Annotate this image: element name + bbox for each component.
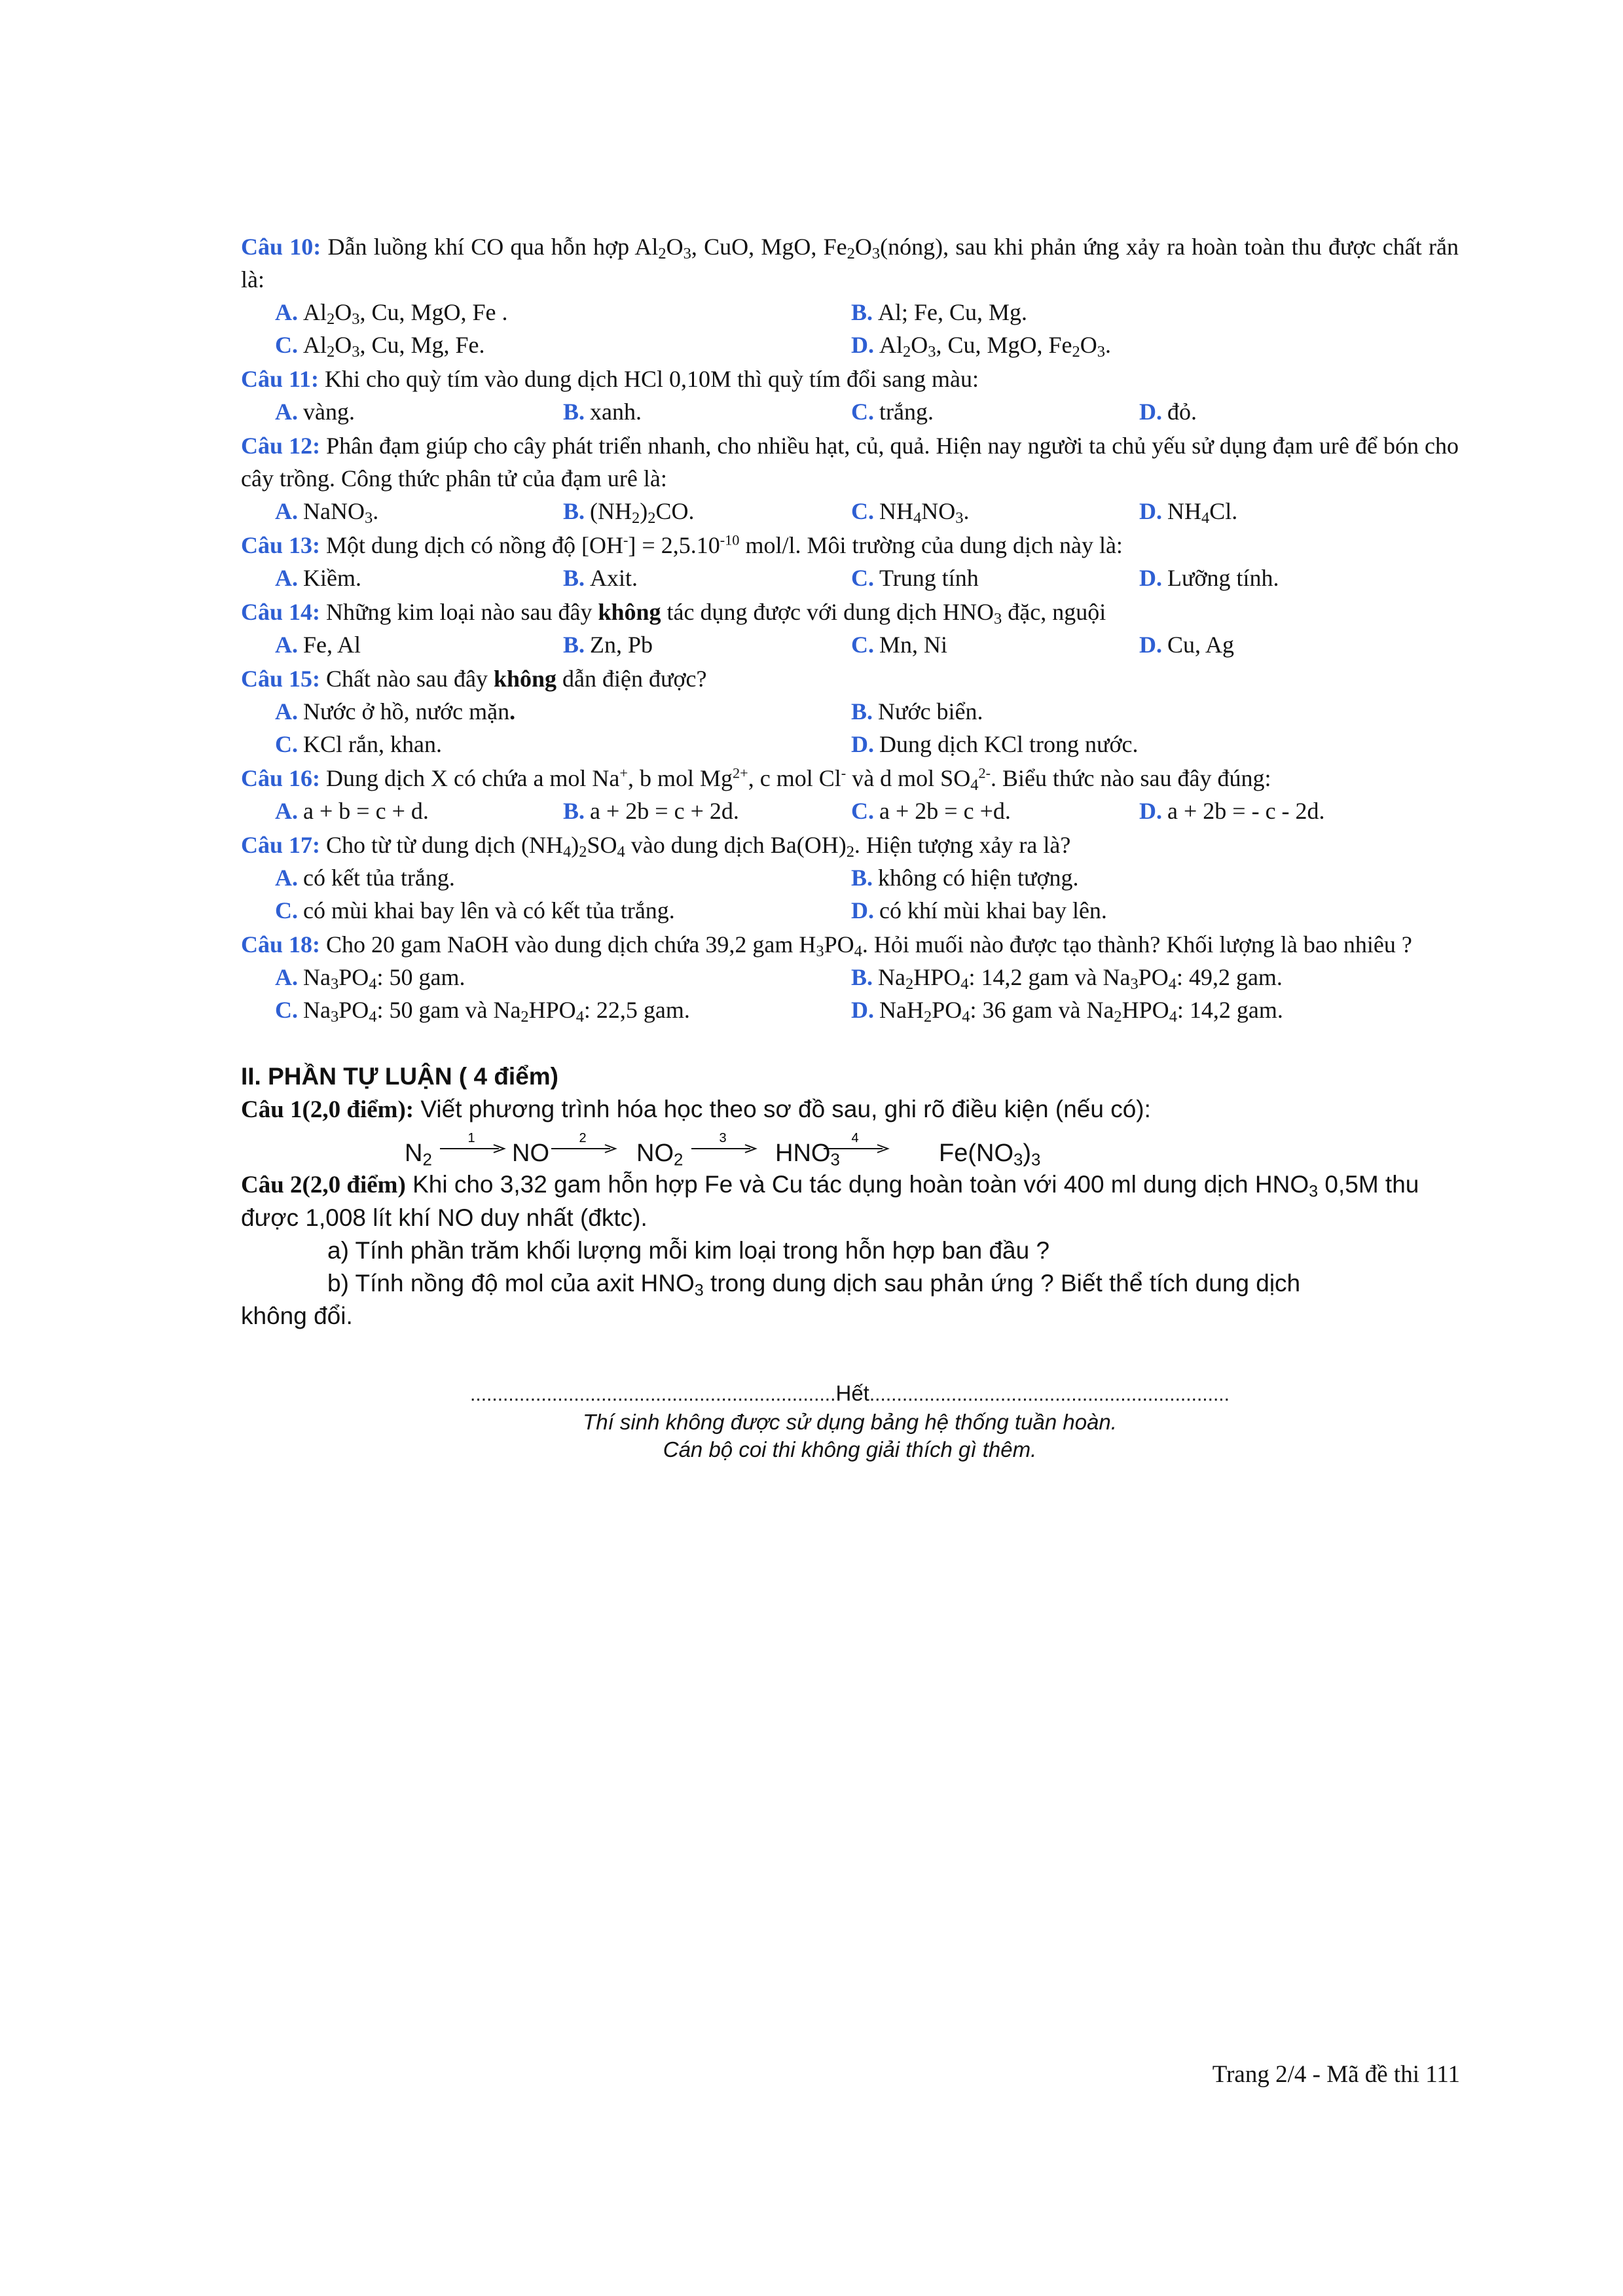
- option-letter: D.: [851, 897, 874, 924]
- answer-option: [563, 562, 851, 594]
- option-letter: D.: [851, 997, 874, 1023]
- option-letter: D.: [1139, 798, 1162, 824]
- question-label: Câu 14:: [241, 599, 321, 625]
- option-letter: B.: [563, 798, 585, 824]
- question-body: Dung dịch X có chứa a mol Na+, b mol $Mg^{2+}$, c mol Cl- và d mol $SO_4^{2-}$. Biểu thức nào sau đây đúng:: [326, 764, 1271, 795]
- chain-species: $Fe(NO_3)_3$: [939, 1139, 1041, 1170]
- question-block: [241, 928, 1459, 1026]
- answer-option: [275, 795, 563, 827]
- option-text: Mn, Ni: [879, 632, 948, 658]
- end-line: [241, 1380, 1459, 1408]
- question-body: Một dung dịch có nồng độ $[OH^-] = 2,5.10^{-10}$ mol/l. Môi trường của dung dịch này là:: [326, 531, 1123, 558]
- option-letter: C.: [275, 731, 298, 757]
- option-text: Fe, Al: [303, 632, 361, 658]
- question-body: Dẫn luồng khí CO qua hỗn hợp $Al_2O_3$, CuO, MgO, $Fe_2O_3(nóng)$, sau khi phản ứng xảy ra hoàn toàn thu được chất rắn là:: [241, 234, 1459, 293]
- answer-options: [241, 395, 1459, 428]
- answer-option: [851, 562, 1139, 594]
- option-letter: A.: [275, 798, 298, 824]
- question-text: [241, 363, 1459, 395]
- reaction-arrow-icon: [550, 1129, 618, 1162]
- option-text: $Al_2O_3$, Cu, Mg, Fe.: [303, 332, 485, 361]
- question-label: Câu 13:: [241, 532, 321, 558]
- option-text: $NaH_2PO_4$: 36 gam và $Na_2HPO_4$: 14,2 gam.: [879, 997, 1283, 1026]
- answer-option: [851, 728, 1493, 761]
- multiple-choice-section: [241, 230, 1459, 1026]
- answer-option: [851, 994, 1493, 1026]
- essay-question-2: [241, 1168, 1459, 1234]
- page-content: [241, 230, 1459, 1463]
- question-body: Cho từ từ dung dịch $(NH_4)_2SO_4$ vào dung dịch $Ba(OH)_2$. Hiện tượng xảy ra là?: [326, 832, 1071, 861]
- answer-option: [275, 296, 851, 329]
- option-text: Trung tính: [879, 565, 979, 591]
- question-text: [241, 529, 1459, 562]
- option-letter: A.: [275, 299, 298, 325]
- question-block: [241, 230, 1459, 361]
- answer-option: [1139, 562, 1453, 594]
- answer-options: [241, 961, 1459, 1026]
- question-body: Chất nào sau đây không dẫn điện được?: [326, 666, 707, 692]
- option-letter: A.: [275, 399, 298, 425]
- essay-q1-label: Câu 1(2,0 điểm):: [241, 1096, 414, 1123]
- option-text: Al; Fe, Cu, Mg.: [878, 299, 1028, 325]
- essay-q2-text: Khi cho 3,32 gam hỗn hợp Fe và Cu tác dụng hoàn toàn với 400 ml dung dịch $HNO_3$ 0,5M thu được 1,008 lít khí NO duy nhất (đktc).: [241, 1171, 1419, 1231]
- option-letter: B.: [851, 299, 873, 325]
- essay-question-1: [241, 1093, 1459, 1126]
- question-block: [241, 662, 1459, 761]
- answer-option: [851, 395, 1139, 428]
- option-text: a + 2b = - c - 2d.: [1167, 798, 1325, 824]
- option-text: NaNO$_3$.: [303, 498, 379, 528]
- answer-option: [851, 894, 1493, 927]
- option-text: $NH_4NO_3$.: [879, 498, 970, 528]
- question-body: Phân đạm giúp cho cây phát triển nhanh, cho nhiều hạt, củ, quả. Hiện nay người ta chủ yếu sử dụng đạm urê để bón cho cây trồng. Công thức phân tử của đạm urê là:: [241, 433, 1459, 492]
- answer-option: [851, 628, 1139, 661]
- chain-species: $NO_2$: [636, 1139, 684, 1170]
- answer-options: [241, 562, 1459, 594]
- answer-option: [851, 961, 1493, 994]
- question-label: Câu 17:: [241, 832, 321, 858]
- option-letter: C.: [851, 399, 874, 425]
- option-letter: D.: [1139, 498, 1162, 524]
- answer-option: [275, 495, 563, 528]
- option-text: Zn, Pb: [590, 632, 653, 658]
- question-body: Khi cho quỳ tím vào dung dịch HCl 0,10M thì quỳ tím đổi sang màu:: [325, 366, 979, 392]
- question-text: [241, 230, 1459, 296]
- option-text: có mùi khai bay lên và có kết tủa trắng.: [303, 897, 675, 924]
- option-letter: D.: [1139, 399, 1162, 425]
- answer-option: [1139, 495, 1453, 528]
- answer-option: [275, 562, 563, 594]
- question-label: Câu 18:: [241, 931, 321, 958]
- option-letter: C.: [851, 632, 874, 658]
- essay-q2-part-a: a) Tính phần trăm khối lượng mỗi kim loại trong hỗn hợp ban đầu ?: [327, 1237, 1050, 1264]
- option-text: có khí mùi khai bay lên.: [879, 897, 1107, 924]
- answer-option: [851, 296, 1493, 329]
- question-text: [241, 429, 1459, 495]
- end-note-periodic-table: Thí sinh không được sử dụng bảng hệ thống tuần hoàn.: [583, 1410, 1117, 1434]
- answer-option: [275, 894, 851, 927]
- reaction-arrow-icon: [439, 1129, 507, 1162]
- answer-options: [241, 628, 1459, 661]
- end-note-proctor: Cán bộ coi thi không giải thích gì thêm.: [663, 1437, 1037, 1462]
- answer-option: [1139, 395, 1453, 428]
- answer-option: [275, 695, 851, 728]
- answer-options: [241, 861, 1459, 927]
- answer-option: [563, 395, 851, 428]
- essay-q2-label: Câu 2(2,0 điểm): [241, 1172, 406, 1198]
- option-letter: B.: [563, 632, 585, 658]
- reaction-step-number: 1: [467, 1131, 475, 1145]
- question-block: [241, 596, 1459, 661]
- option-letter: B.: [563, 565, 585, 591]
- end-dots-left: ...................................................................: [470, 1384, 836, 1405]
- option-text: $Na_2HPO_4$: 14,2 gam và $Na_3PO_4$: 49,2 gam.: [878, 964, 1283, 994]
- answer-option: [1139, 795, 1453, 827]
- answer-option: [1139, 628, 1453, 661]
- question-text: [241, 928, 1459, 961]
- question-text: [241, 829, 1459, 861]
- option-text: Nước biển.: [878, 698, 983, 725]
- answer-option: [275, 329, 851, 361]
- answer-options: [241, 795, 1459, 827]
- option-letter: C.: [275, 332, 298, 358]
- option-letter: B.: [851, 698, 873, 725]
- option-text: $Na_3PO_4$: 50 gam.: [303, 964, 465, 994]
- reaction-step-number: 4: [851, 1131, 859, 1145]
- question-text: [241, 662, 1459, 695]
- option-letter: D.: [1139, 632, 1162, 658]
- question-block: [241, 429, 1459, 528]
- option-letter: A.: [275, 865, 298, 891]
- option-text: $NH_4Cl$.: [1167, 498, 1238, 528]
- question-label: Câu 11:: [241, 366, 319, 392]
- option-letter: A.: [275, 565, 298, 591]
- end-of-exam: [241, 1380, 1459, 1463]
- option-letter: C.: [851, 498, 874, 524]
- option-text: trắng.: [879, 399, 934, 425]
- question-block: [241, 762, 1459, 827]
- question-body: Cho 20 gam NaOH vào dung dịch chứa 39,2 gam $H_3PO_4$. Hỏi muối nào được tạo thành? Khối lượng là bao nhiêu ?: [326, 931, 1412, 961]
- question-label: Câu 10:: [241, 234, 321, 260]
- option-text: Dung dịch KCl trong nước.: [879, 731, 1139, 757]
- answer-option: [275, 961, 851, 994]
- option-letter: A.: [275, 632, 298, 658]
- option-text: Axit.: [590, 565, 638, 591]
- option-text: a + 2b = c + 2d.: [590, 798, 739, 824]
- question-block: [241, 829, 1459, 927]
- option-text: $Al_2O_3$, Cu, MgO, Fe .: [303, 299, 508, 329]
- answer-option: [275, 994, 851, 1026]
- option-text: vàng.: [303, 399, 355, 425]
- option-text: Kiềm.: [303, 565, 361, 591]
- option-letter: C.: [275, 897, 298, 924]
- question-label: Câu 16:: [241, 765, 321, 791]
- chain-species: NO: [512, 1139, 549, 1167]
- answer-option: [563, 495, 851, 528]
- reaction-step-number: 2: [579, 1131, 587, 1145]
- answer-options: [241, 296, 1459, 361]
- answer-option: [851, 329, 1493, 361]
- option-text: Lưỡng tính.: [1167, 565, 1279, 591]
- question-label: Câu 12:: [241, 433, 321, 459]
- answer-option: [851, 795, 1139, 827]
- option-text: a + b = c + d.: [303, 798, 429, 824]
- option-text: xanh.: [590, 399, 642, 425]
- option-letter: B.: [563, 498, 585, 524]
- essay-q1-text: Viết phương trình hóa học theo sơ đồ sau, ghi rõ điều kiện (nếu có):: [414, 1096, 1151, 1122]
- answer-option: [275, 628, 563, 661]
- answer-option: [563, 628, 851, 661]
- option-letter: B.: [563, 399, 585, 425]
- answer-options: [241, 695, 1459, 761]
- answer-option: [563, 795, 851, 827]
- option-letter: A.: [275, 498, 298, 524]
- end-word: Hết: [835, 1381, 869, 1405]
- question-text: [241, 762, 1459, 795]
- answer-option: [275, 728, 851, 761]
- option-text: a + 2b = c +d.: [879, 798, 1011, 824]
- answer-option: [275, 395, 563, 428]
- answer-option: [851, 695, 1493, 728]
- option-letter: D.: [851, 731, 874, 757]
- essay-q2-part-b-continued: không đổi.: [241, 1302, 353, 1329]
- answer-option: [851, 861, 1493, 894]
- answer-option: [275, 861, 851, 894]
- option-text: KCl rắn, khan.: [303, 731, 442, 757]
- essay-q2-part-b: b) Tính nồng độ mol của axit $HNO_3$ trong dung dịch sau phản ứng ? Biết thể tích dung dịch: [327, 1270, 1301, 1300]
- reaction-step-number: 3: [719, 1131, 727, 1145]
- option-letter: C.: [851, 565, 874, 591]
- option-letter: B.: [851, 964, 873, 990]
- option-letter: A.: [275, 964, 298, 990]
- option-text: Nước ở hồ, nước mặn.: [303, 698, 516, 725]
- page-footer: Trang 2/4 - Mã đề thi 111: [1212, 2061, 1460, 2088]
- option-letter: D.: [851, 332, 874, 358]
- reaction-arrow-icon: [690, 1129, 758, 1162]
- reaction-chain: [405, 1126, 1459, 1168]
- option-letter: C.: [275, 997, 298, 1023]
- option-text: đỏ.: [1167, 399, 1197, 425]
- option-text: có kết tủa trắng.: [303, 865, 455, 891]
- answer-option: [851, 495, 1139, 528]
- chain-species: $N_2$: [405, 1139, 432, 1170]
- question-text: [241, 596, 1459, 628]
- option-text: Cu, Ag: [1167, 632, 1235, 658]
- question-label: Câu 15:: [241, 666, 321, 692]
- question-block: [241, 529, 1459, 594]
- option-letter: A.: [275, 698, 298, 725]
- option-text: $(NH_2)_2CO$.: [590, 498, 695, 528]
- option-letter: D.: [1139, 565, 1162, 591]
- option-text: $Al_2O_3$, Cu, MgO, $Fe_2O_3$.: [879, 332, 1111, 361]
- chain-species: $HNO_3$: [775, 1139, 840, 1170]
- essay-section-title: II. PHẦN TỰ LUẬN ( 4 điểm): [241, 1063, 558, 1090]
- end-dots-right: ..................................................................: [869, 1384, 1230, 1405]
- question-body: Những kim loại nào sau đây không tác dụng được với dung dịch $HNO_3$ đặc, nguội: [326, 599, 1106, 628]
- reaction-arrow-icon: [822, 1129, 890, 1162]
- answer-options: [241, 495, 1459, 528]
- question-block: [241, 363, 1459, 428]
- option-text: $Na_3PO_4$: 50 gam và $Na_2HPO_4$: 22,5 gam.: [303, 997, 690, 1026]
- option-text: không có hiện tượng.: [878, 865, 1079, 891]
- option-letter: C.: [851, 798, 874, 824]
- option-letter: B.: [851, 865, 873, 891]
